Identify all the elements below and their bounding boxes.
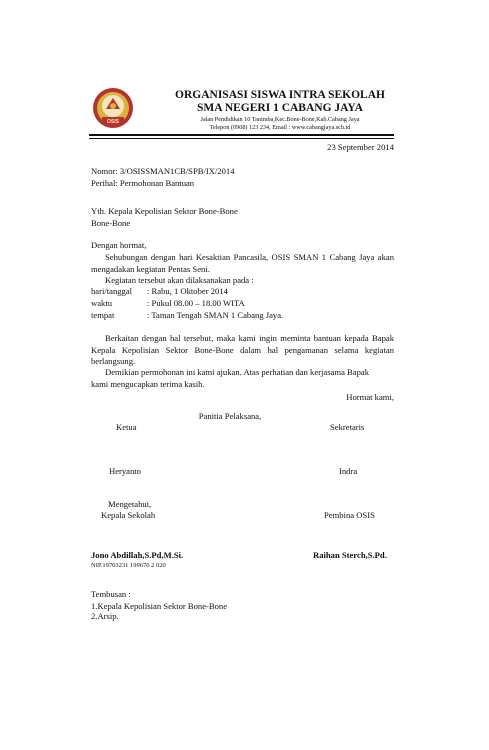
recipient-line2: Bone-Bone [91, 218, 131, 228]
letterhead-rule-thick [89, 134, 394, 136]
kepsek-nip: NIP.19703231 199676 2 020 [91, 562, 166, 569]
schedule-label-place: tempat [91, 310, 115, 320]
schedule-value-time: : Pukul 08.00 – 18.00 WITA [147, 298, 245, 308]
greeting: Dengan hormat, [91, 240, 147, 250]
committee-label: Panitia Pelaksana, [198, 411, 262, 421]
address-line1: Jalan Pendidikan 10 Tanimba,Kec.Bone-Bone,Kab.Cabang Jaya [200, 116, 360, 123]
kepsek-name: Jono Abdillah,S.Pd,M.Si. [91, 550, 184, 560]
pembina-name: Raihan Sterch,S.Pd. [313, 550, 387, 560]
ketua-title: Ketua [116, 422, 137, 432]
letterhead-rule-thin [89, 138, 394, 139]
paragraph-2: Kegiatan tersebut akan dilaksanakan pada : [105, 275, 254, 285]
paragraph-1: Sehubungan dengan hari Kesaktian Pancasila, OSIS SMAN 1 Cabang Jaya akan mengadakan kegiatan Pentas Seni. [91, 252, 394, 274]
schedule-label-date: hari/tanggal [91, 286, 133, 296]
schedule-value-place: : Taman Tengah SMAN 1 Cabang Jaya. [147, 310, 284, 320]
schedule-label-time: waktu [91, 298, 113, 308]
logo-emblem-center [110, 103, 116, 109]
sekretaris-name: Indra [339, 466, 358, 476]
tembusan-item-1: 1.Kepala Kepolisian Sektor Bone-Bone [91, 601, 228, 611]
org-name-line1: ORGANISASI SISWA INTRA SEKOLAH [175, 89, 385, 101]
letter-date: 23 September 2014 [327, 142, 394, 152]
logo-text: OSIS [107, 118, 119, 125]
org-name-line2: SMA NEGERI 1 CABANG JAYA [197, 102, 363, 114]
school-logo [92, 87, 134, 129]
pembina-title: Pembina OSIS [324, 510, 375, 520]
letter-number: Nomor: 3/OSISSMAN1CB/SPB/IX/2014 [91, 166, 235, 176]
tembusan-label: Tembusan : [91, 589, 131, 599]
schedule-value-date: : Rabu, 1 Oktober 2014 [147, 286, 228, 296]
ketua-name: Heryanto [109, 466, 141, 476]
mengetahui-label: Mengetahui, [108, 499, 152, 509]
sekretaris-title: Sekretaris [330, 422, 365, 432]
letter-subject: Perihal: Permohonan Bantuan [91, 178, 195, 188]
paragraph-4: Demikian permohonan ini kami ajukan. Atas perhatian dan kerjasama Bapak kami mengucapkan terima kasih. [91, 367, 369, 389]
recipient-line1: Yth. Kepala Kepolisian Sektor Bone-Bone [91, 206, 238, 216]
address-line2: Telepon (0908) 123 234, Email : www.cabangjaya.sch.id [209, 124, 351, 131]
paragraph-3: Berkaitan dengan hal tersebut, maka kami ingin meminta bantuan kepada Bapak Kepala Kepolisian Sektor Bone-Bone dalam hal pengamanan selama kegiatan berlangsung. [91, 333, 394, 366]
tembusan-item-2: 2.Arsip. [91, 611, 119, 621]
kepsek-title: Kepala Sekolah [101, 510, 156, 520]
closing: Hormat kami, [346, 392, 394, 402]
